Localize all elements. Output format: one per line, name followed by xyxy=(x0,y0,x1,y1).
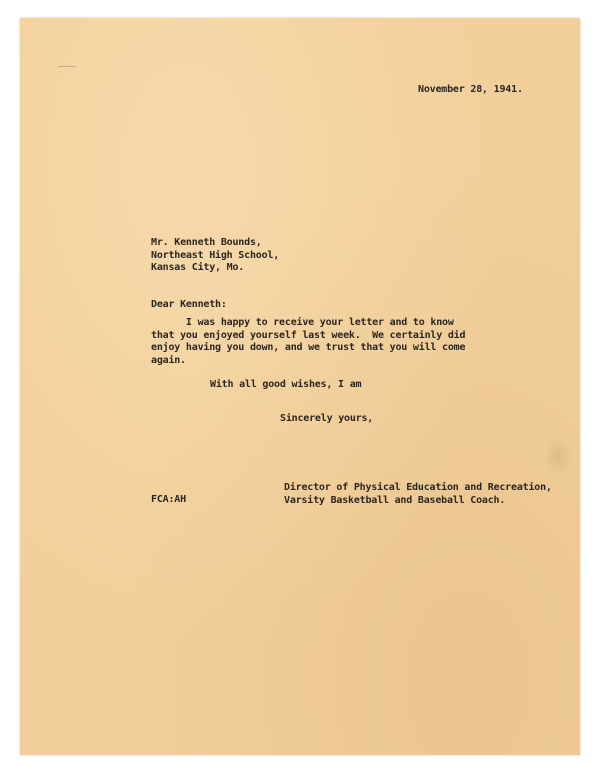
closing-line: With all good wishes, I am xyxy=(210,379,362,390)
body-line: enjoy having you down, and we trust that you will come xyxy=(151,342,466,354)
typist-initials: FCA:AH xyxy=(151,494,186,505)
body-line: that you enjoyed yourself last week. We certainly did xyxy=(151,329,466,341)
title-line: Director of Physical Education and Recreation, xyxy=(284,482,552,493)
recipient-school: Northeast High School, xyxy=(151,249,280,261)
body-line: again. xyxy=(151,354,186,366)
letter-page xyxy=(20,18,580,755)
body-line: I was happy to receive your letter and to know xyxy=(151,317,454,328)
letter-date: November 28, 1941. xyxy=(418,84,523,95)
signature-title xyxy=(284,482,552,507)
paper-smudge xyxy=(544,436,572,476)
salutation: Dear Kenneth: xyxy=(151,299,227,310)
recipient-city: Kansas City, Mo. xyxy=(151,262,245,274)
recipient-address xyxy=(151,237,279,275)
signoff: Sincerely yours, xyxy=(280,413,374,424)
recipient-name: Mr. Kenneth Bounds, xyxy=(151,237,262,248)
paper-mark xyxy=(58,66,76,67)
title-line: Varsity Basketball and Baseball Coach. xyxy=(284,494,506,506)
letter-body xyxy=(151,317,465,367)
